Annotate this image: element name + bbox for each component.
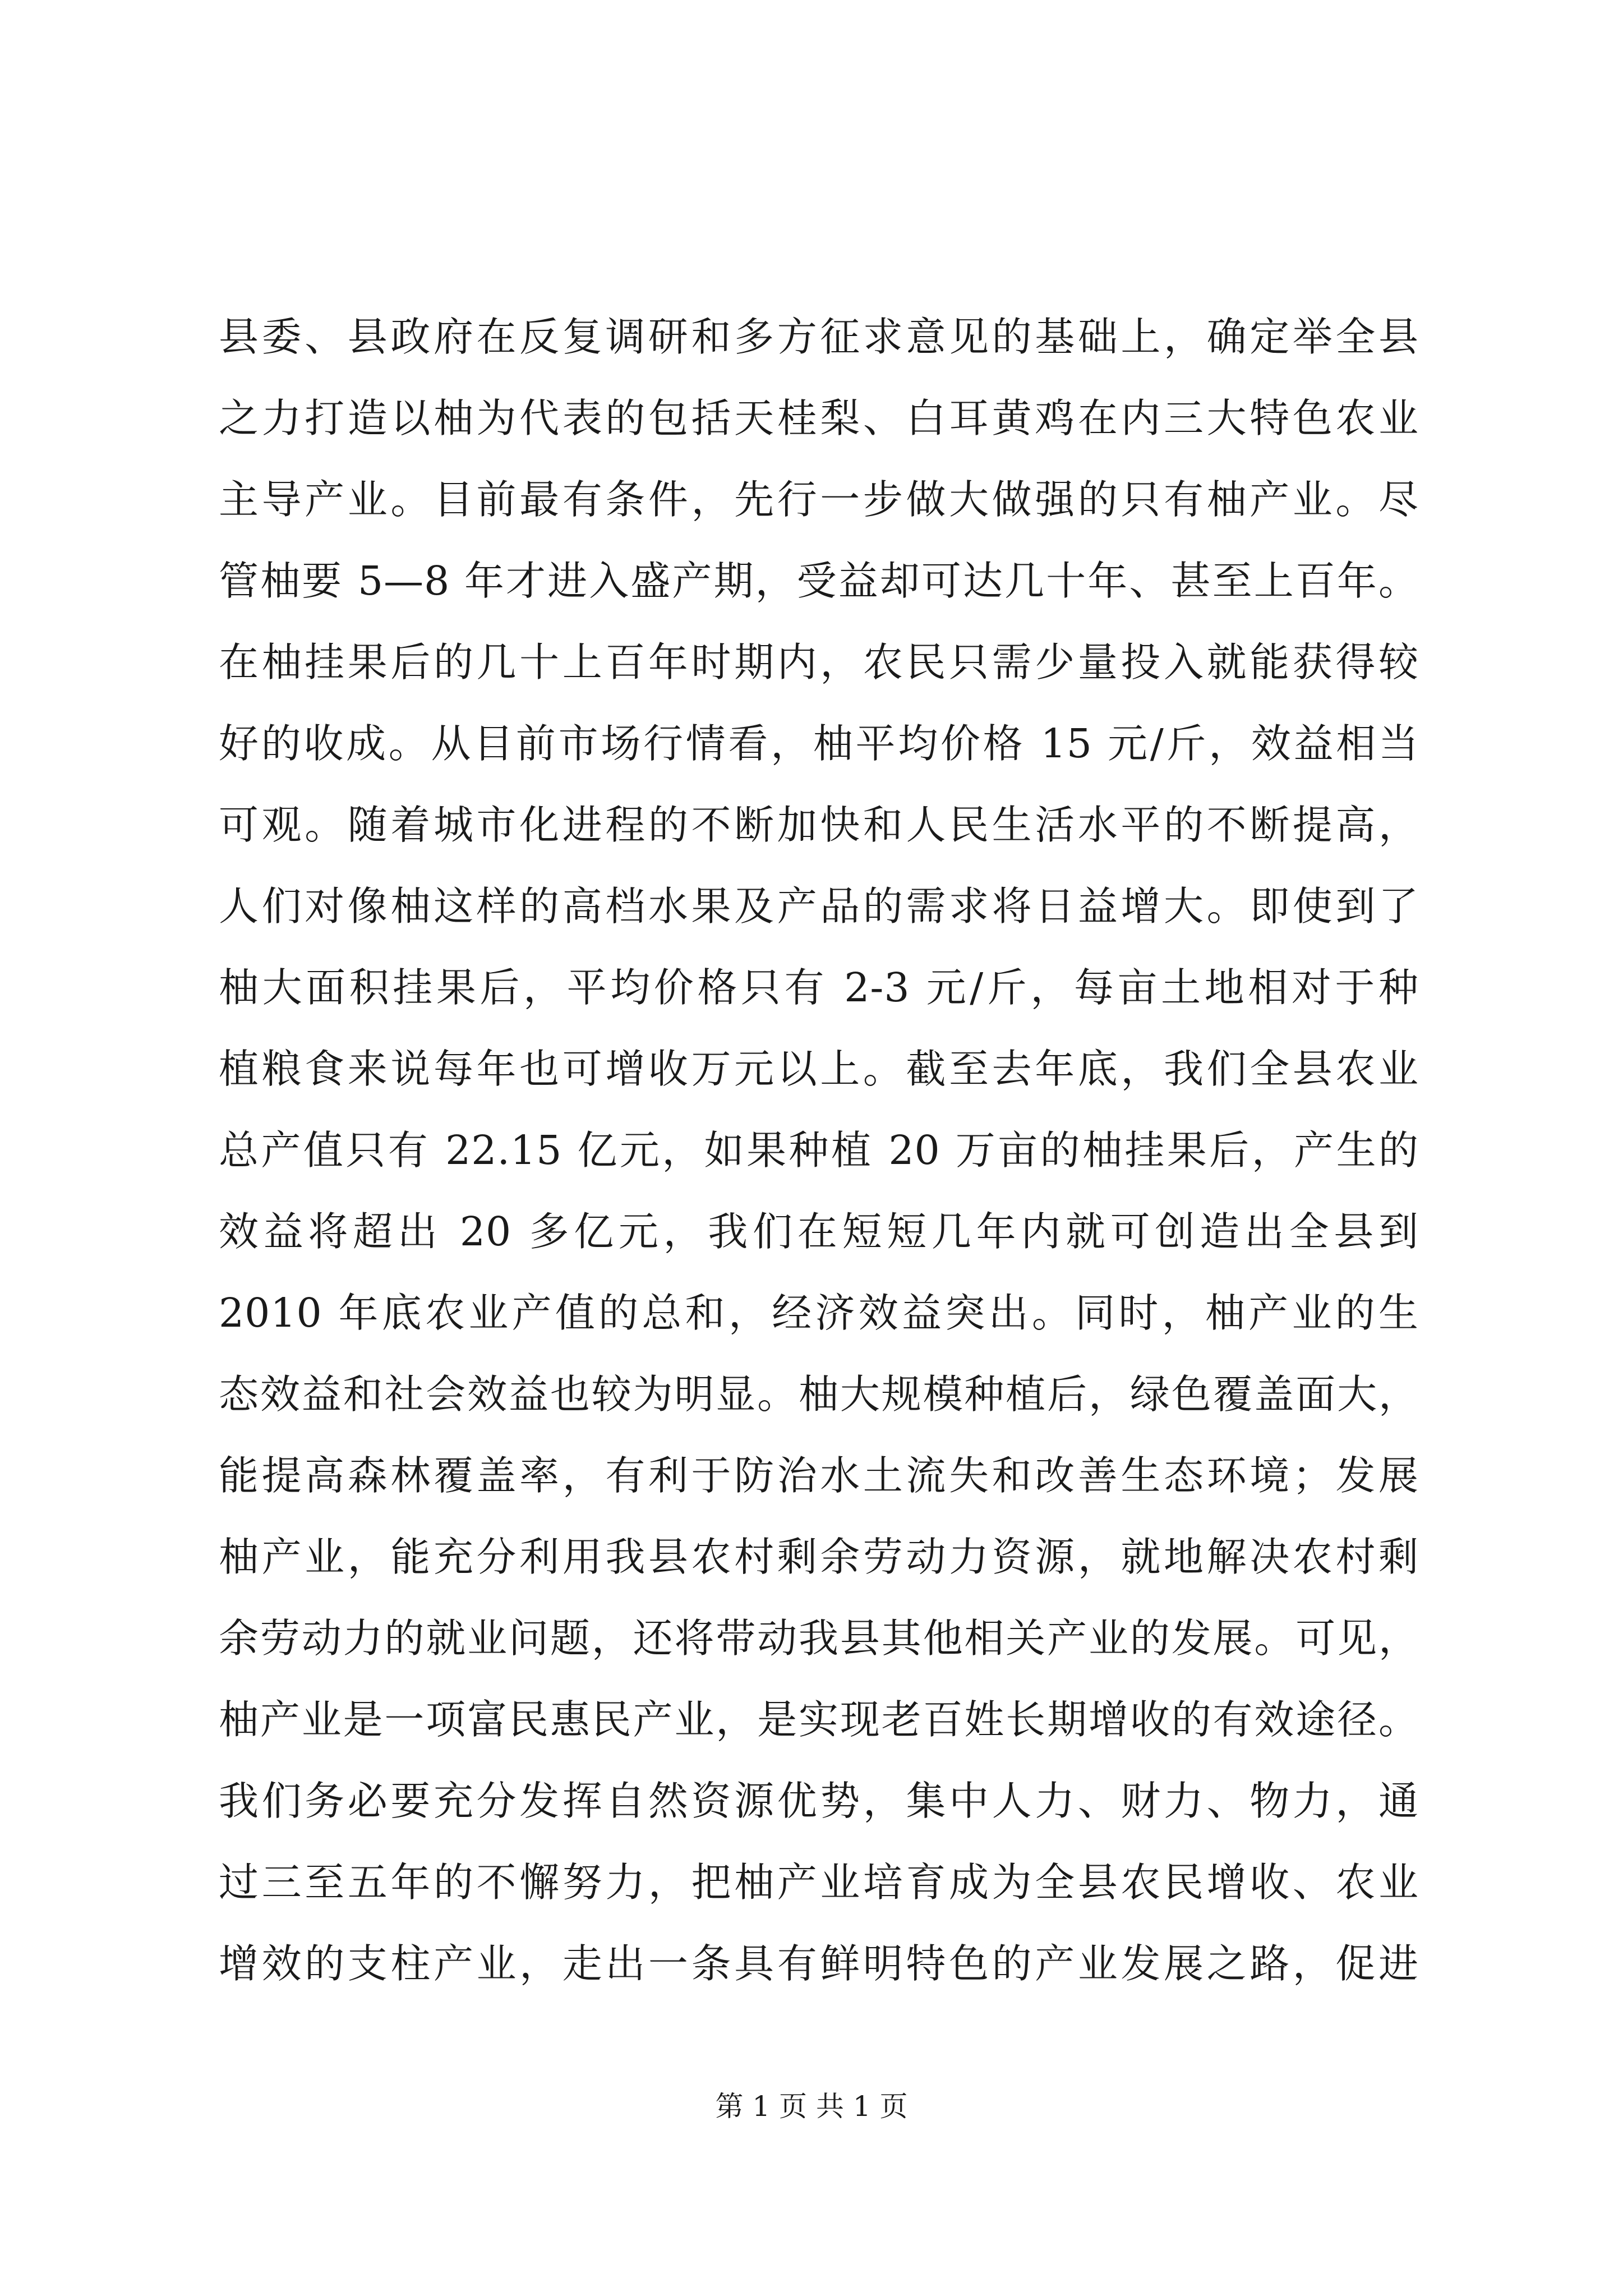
text-line-20: 过三至五年的不懈努力，把柚产业培育成为全县农民增收、农业 xyxy=(219,1859,1419,1906)
text-line-2: 之力打造以柚为代表的包括天桂梨、白耳黄鸡在内三大特色农业 xyxy=(219,395,1419,441)
text-line-1: 县委、县政府在反复调研和多方征求意见的基础上，确定举全县 xyxy=(219,314,1419,360)
text-line-10: 植粮食来说每年也可增收万元以上。截至去年底，我们全县农业 xyxy=(219,1046,1419,1092)
text-line-14: 态效益和社会效益也较为明显。柚大规模种植后，绿色覆盖面大， xyxy=(219,1371,1419,1418)
text-line-9: 柚大面积挂果后，平均价格只有 2-3 元/斤，每亩土地相对于种 xyxy=(219,964,1419,1011)
text-line-18: 柚产业是一项富民惠民产业，是实现老百姓长期增收的有效途径。 xyxy=(219,1696,1419,1743)
text-line-3: 主导产业。目前最有条件，先行一步做大做强的只有柚产业。尽 xyxy=(219,476,1419,523)
text-line-5: 在柚挂果后的几十上百年时期内，农民只需少量投入就能获得较 xyxy=(219,639,1419,685)
body-paragraph xyxy=(219,296,1419,2004)
text-line-7: 可观。随着城市化进程的不断加快和人民生活水平的不断提高， xyxy=(219,802,1419,848)
text-line-4: 管柚要 5—8 年才进入盛产期，受益却可达几十年、甚至上百年。 xyxy=(219,558,1419,604)
text-line-13: 2010 年底农业产值的总和，经济效益突出。同时，柚产业的生 xyxy=(219,1290,1419,1336)
text-line-12: 效益将超出 20 多亿元，我们在短短几年内就可创造出全县到 xyxy=(219,1208,1419,1255)
text-line-21: 增效的支柱产业，走出一条具有鲜明特色的产业发展之路，促进 xyxy=(219,1940,1419,1987)
text-line-6: 好的收成。从目前市场行情看，柚平均价格 15 元/斤，效益相当 xyxy=(219,720,1419,767)
text-line-15: 能提高森林覆盖率，有利于防治水土流失和改善生态环境；发展 xyxy=(219,1452,1419,1499)
text-line-17: 余劳动力的就业问题，还将带动我县其他相关产业的发展。可见， xyxy=(219,1615,1419,1662)
text-line-19: 我们务必要充分发挥自然资源优势，集中人力、财力、物力，通 xyxy=(219,1778,1419,1824)
text-line-11: 总产值只有 22.15 亿元，如果种植 20 万亩的柚挂果后，产生的 xyxy=(219,1127,1419,1174)
page-footer: 第 1 页 共 1 页 xyxy=(715,2090,908,2123)
text-line-8: 人们对像柚这样的高档水果及产品的需求将日益增大。即使到了 xyxy=(219,883,1419,930)
text-line-16: 柚产业，能充分利用我县农村剩余劳动力资源，就地解决农村剩 xyxy=(219,1534,1419,1580)
